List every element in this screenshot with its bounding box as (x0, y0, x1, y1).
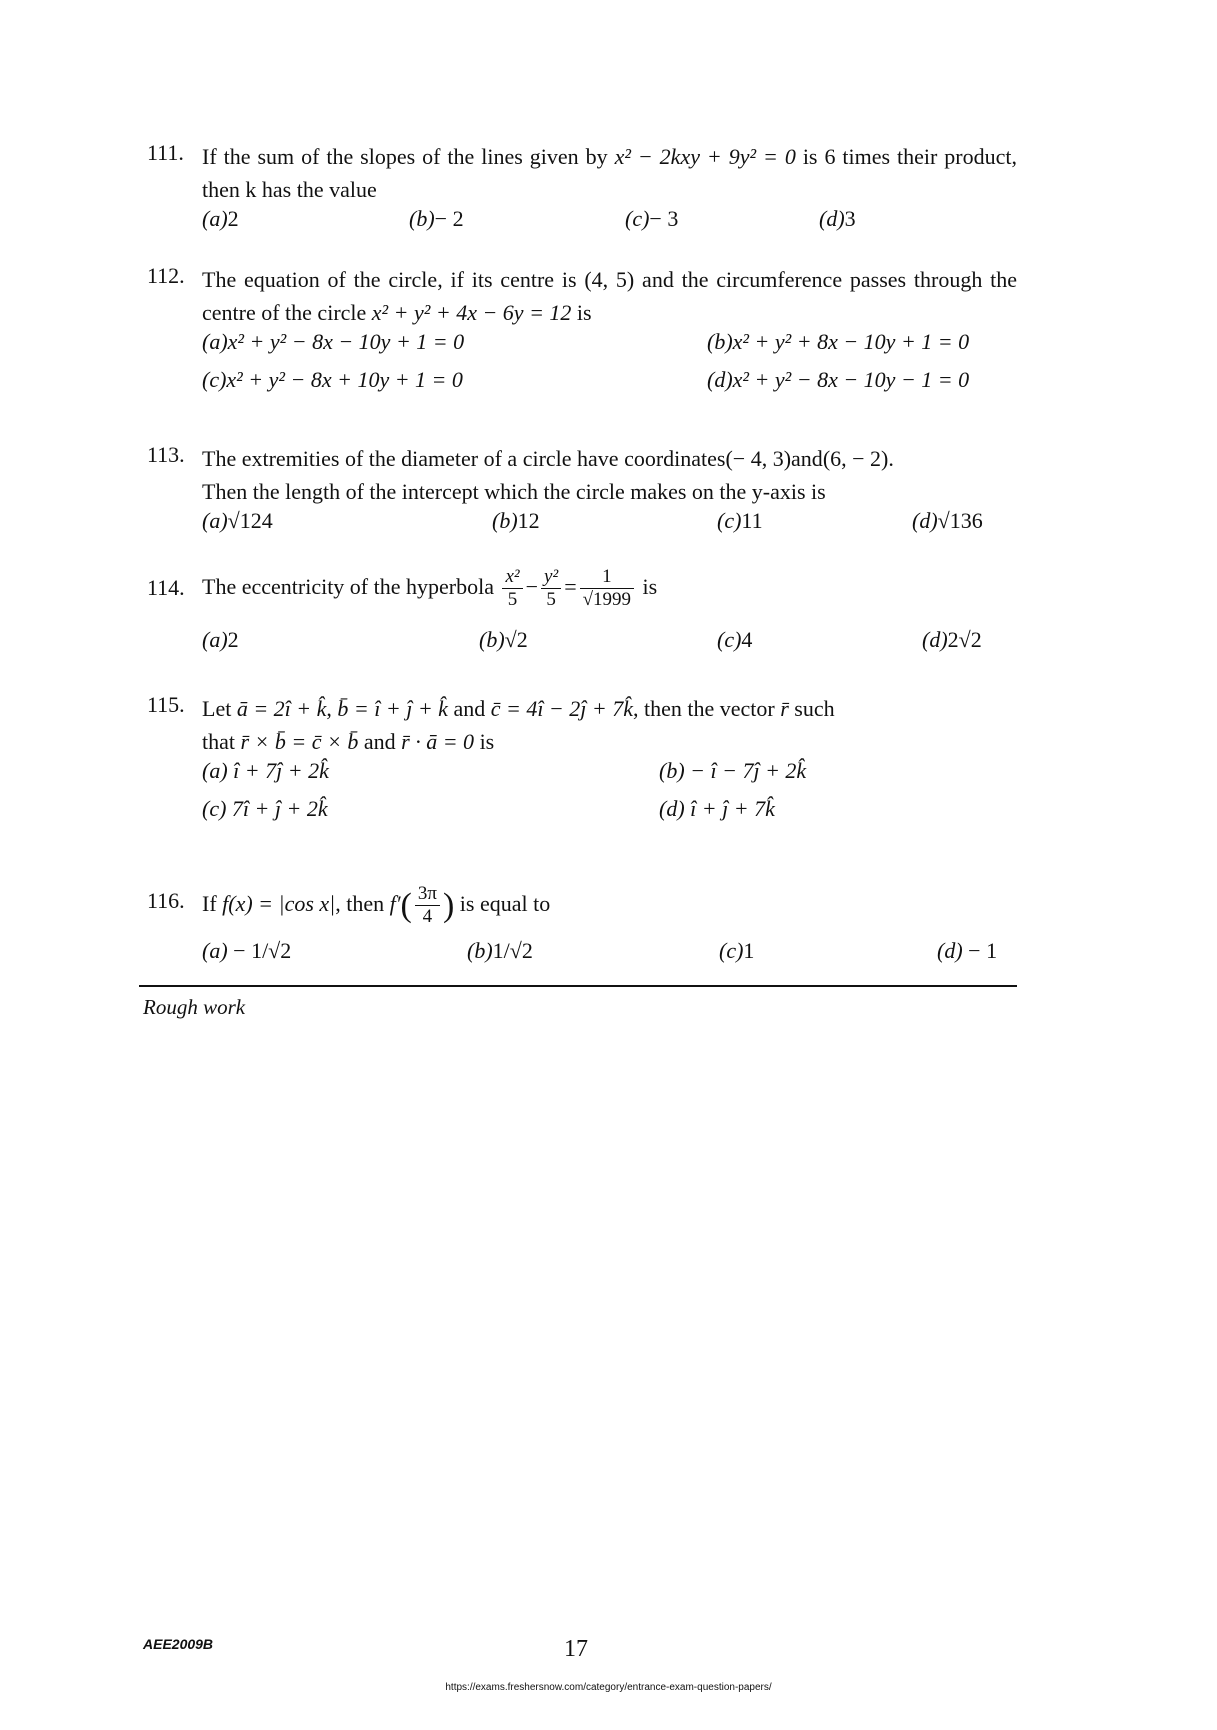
options-row (147, 627, 1017, 665)
question-number: 115. (147, 692, 185, 717)
option-b[interactable]: (b) − î − 7ĵ + 2k̂ (659, 758, 807, 783)
options-row (147, 329, 1017, 367)
option-c[interactable]: (c)11 (717, 508, 763, 533)
option-a[interactable]: (a)x² + y² − 8x − 10y + 1 = 0 (202, 329, 465, 354)
option-b[interactable]: (b)− 2 (409, 206, 464, 231)
options-row (147, 796, 1017, 834)
option-c[interactable]: (c)1 (719, 938, 755, 963)
option-d[interactable]: (d) − 1 (937, 938, 998, 963)
rough-work-label: Rough work (143, 995, 246, 1019)
source-url[interactable]: https://exams.freshersnow.com/category/entrance-exam-question-papers/ (445, 1682, 772, 1693)
option-d[interactable]: (d) î + ĵ + 7k̂ (659, 796, 775, 821)
question-112 (147, 263, 1017, 405)
question-113 (147, 442, 1017, 546)
question-text: If f(x) = |cos x|, then f′( $\frac{3\pi}{4}$ ) is equal to (202, 883, 551, 928)
option-c[interactable]: (c)4 (717, 627, 753, 652)
option-a[interactable]: (a)2 (202, 627, 239, 652)
fraction: $\frac{\text{y²}}{5}$ (541, 566, 561, 611)
option-a[interactable]: (a) − 1/√2 (202, 938, 292, 963)
question-number: 116. (147, 888, 185, 913)
option-c[interactable]: (c)x² + y² − 8x + 10y + 1 = 0 (202, 367, 463, 392)
option-c[interactable]: (c) 7î + ĵ + 2k̂ (202, 796, 328, 821)
question-number: 112. (147, 263, 185, 288)
option-a[interactable]: (a)2 (202, 206, 239, 231)
question-text: The extremities of the diameter of a circle have coordinates(− 4, 3)and(6, − 2). Then the length of the intercept which the circle makes on the y-axis is (202, 446, 894, 504)
question-text: The eccentricity of the hyperbola $\frac{\text{x²}}{5}$ − $\frac{\text{y²}}{5}$ = $\frac{1}{√1999}$ is (202, 566, 658, 611)
option-d[interactable]: (d)2√2 (922, 627, 982, 652)
options-row (147, 938, 1017, 976)
question-114 (147, 557, 1017, 665)
option-a[interactable]: (a) î + 7ĵ + 2k̂ (202, 758, 329, 783)
option-b[interactable]: (b)√2 (479, 627, 528, 652)
fraction: $\frac{3\pi}{4}$ (415, 883, 440, 928)
options-row (147, 206, 1017, 244)
option-b[interactable]: (b)1/√2 (467, 938, 533, 963)
question-text: If the sum of the slopes of the lines given by x² − 2kxy + 9y² = 0 is 6 times their product, then k has the value (202, 144, 1017, 202)
fraction: $\frac{1}{√1999}$ (580, 566, 634, 611)
question-number: 113. (147, 442, 185, 467)
equation: x² − 2kxy + 9y² = 0 (614, 144, 796, 169)
page-number: 17 (564, 1636, 588, 1662)
option-b[interactable]: (b)x² + y² + 8x − 10y + 1 = 0 (707, 329, 970, 354)
question-111 (147, 140, 1017, 244)
question-116 (147, 876, 1017, 976)
question-number: 114. (147, 575, 185, 600)
option-d[interactable]: (d)x² + y² − 8x − 10y − 1 = 0 (707, 367, 970, 392)
option-a[interactable]: (a)√124 (202, 508, 273, 533)
question-number: 111. (147, 140, 184, 165)
question-text: Let ā = 2î + k̂, b̄ = î + ĵ + k̂ and c̄ = 4î − 2ĵ + 7k̂, then the vector r̄ such that r̄ × b̄ = c̄ × b̄ and r̄ · ā = 0 is (202, 696, 835, 754)
divider (139, 985, 1017, 987)
option-b[interactable]: (b)12 (492, 508, 540, 533)
options-row (147, 367, 1017, 405)
question-text: The equation of the circle, if its centre is (4, 5) and the circumference passes through the centre of the circle x² + y² + 4x − 6y = 12 is (202, 267, 1018, 325)
option-d[interactable]: (d)3 (819, 206, 856, 231)
options-row (147, 508, 1017, 546)
paper-code: AEE2009B (143, 1636, 214, 1652)
option-d[interactable]: (d)√136 (912, 508, 983, 533)
fraction: $\frac{\text{x²}}{5}$ (502, 566, 522, 611)
option-c[interactable]: (c)− 3 (625, 206, 679, 231)
question-115 (147, 692, 1017, 834)
options-row (147, 758, 1017, 796)
